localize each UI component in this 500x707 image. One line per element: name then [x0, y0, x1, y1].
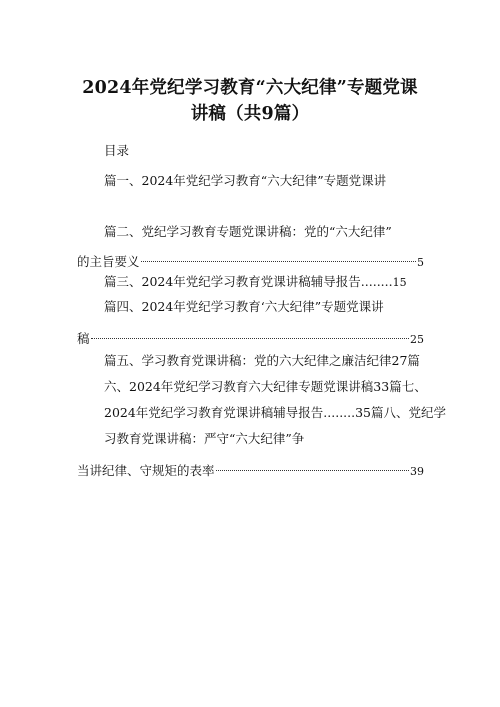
toc-entry-text: 篇三、2024年党纪学习教育党课讲稿辅导报告........: [104, 274, 393, 289]
toc-entry-text: 稿: [77, 331, 90, 346]
toc-entry-text: 的主旨要义: [77, 254, 140, 269]
toc-entry-2: 篇二、党纪学习教育专题党课讲稿：党的“六大纪律”: [104, 224, 392, 239]
toc-page-number: 15: [392, 276, 407, 289]
toc-page-number: 25: [410, 333, 424, 346]
toc-entry-5: 篇五、学习教育党课讲稿：党的六大纪律之廉洁纪律27篇: [104, 353, 420, 368]
document-title-line-2: 讲稿（共9篇）: [190, 104, 310, 124]
dot-leader: [216, 457, 409, 475]
dot-leader: [91, 325, 409, 343]
toc-entry-8-continued: [77, 457, 424, 481]
toc-page-number: 39: [410, 465, 424, 478]
toc-entry-6: 六、2024年党纪学习教育六大纪律专题党课讲稿33篇七、: [104, 379, 427, 394]
toc-page-number: 5: [417, 256, 424, 269]
toc-entry-7: 2024年党纪学习教育党课讲稿辅导报告........35篇八、党纪学: [104, 405, 447, 420]
toc-entry-text: 当讲纪律、守规矩的表率: [77, 463, 215, 478]
dot-leader: [141, 248, 416, 266]
toc-entry-4: 篇四、2024年党纪学习教育‘六大纪律”专题党课讲: [104, 299, 384, 314]
toc-heading: 目录: [104, 143, 130, 158]
toc-entry-1: 篇一、2024年党纪学习教育“六大纪律”专题党课讲: [104, 173, 387, 188]
toc-entry-3: [104, 273, 407, 292]
toc-entry-2-continued: [77, 248, 424, 272]
document-title-line-1: 2024年党纪学习教育“六大纪律”专题党课: [82, 78, 418, 98]
toc-entry-8: 习教育党课讲稿：严守“六大纪律”争: [104, 431, 305, 446]
toc-entry-4-continued: [77, 325, 424, 349]
